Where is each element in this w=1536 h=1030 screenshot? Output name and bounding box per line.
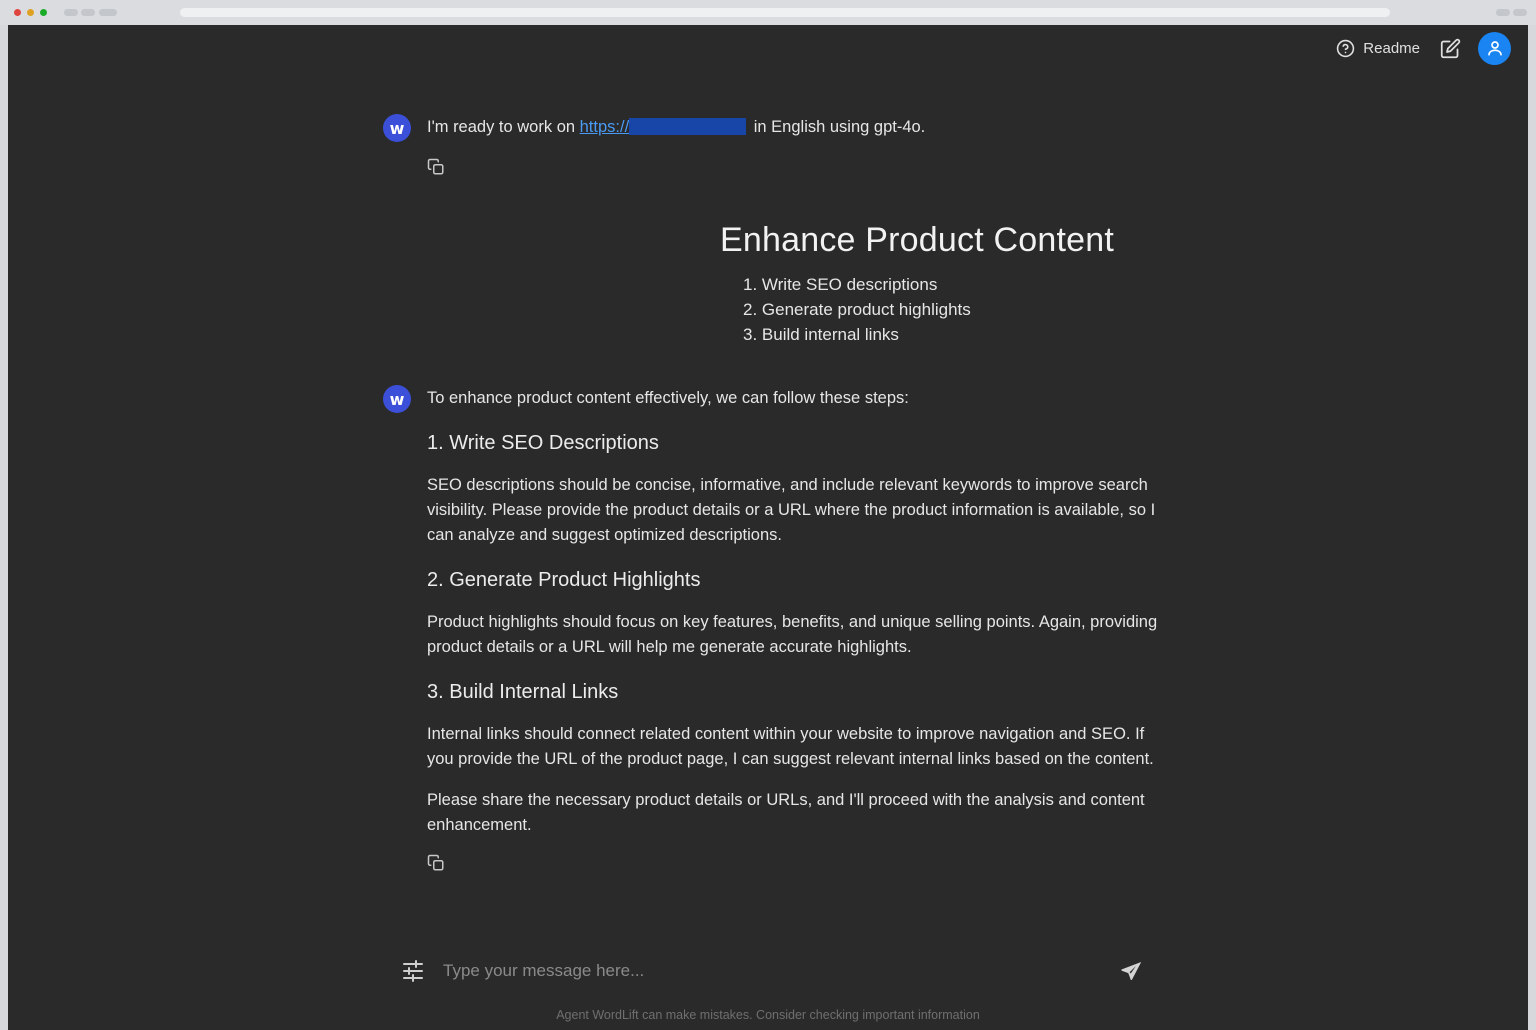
close-window-dot[interactable] <box>14 9 21 16</box>
readme-button[interactable] <box>1336 39 1420 58</box>
send-icon[interactable] <box>1119 959 1143 983</box>
section-heading: 3. Build Internal Links <box>427 681 619 703</box>
section-heading: 2. Generate Product Highlights <box>427 569 701 591</box>
nav-forward-placeholder <box>81 9 95 16</box>
top-bar <box>1336 33 1511 63</box>
website-link[interactable]: https:// <box>579 118 630 136</box>
message-text <box>427 114 1163 184</box>
disclaimer-text: Agent WordLift can make mistakes. Consider checking important information <box>556 1008 980 1022</box>
chrome-control-placeholder <box>1513 9 1527 16</box>
greeting-prefix: I'm ready to work on <box>427 118 580 136</box>
user-account-button[interactable] <box>1478 32 1511 65</box>
redacted-url-block <box>629 118 746 135</box>
chrome-control-placeholder <box>1496 9 1510 16</box>
greeting-suffix: in English using gpt-4o. <box>749 118 926 136</box>
section-body: Product highlights should focus on key features, benefits, and unique selling points. Again, providing product details or a URL will help me generate accurate highlights. <box>427 613 1158 656</box>
prompt-list <box>743 272 971 347</box>
section-heading: 1. Write SEO Descriptions <box>427 432 659 454</box>
section-body: Internal links should connect related content within your website to improve navigation and SEO. If you provide the URL of the product page, I can suggest relevant internal links based on the content. <box>427 725 1154 768</box>
section-body: SEO descriptions should be concise, informative, and include relevant keywords to improve search visibility. Please provide the product details or a URL where the product information is available, so I can analyze and suggest optimized descriptions. <box>427 476 1156 544</box>
assistant-message-greeting <box>383 114 1163 184</box>
copy-icon[interactable] <box>427 854 445 872</box>
assistant-message-response <box>383 385 1163 880</box>
message-composer <box>398 953 1148 989</box>
copy-icon[interactable] <box>427 158 445 176</box>
prompt-title: Enhance Product Content <box>720 221 1114 259</box>
prompt-list-item: 3. Build internal links <box>743 325 899 344</box>
assistant-avatar: w <box>383 114 411 142</box>
message-input[interactable] <box>443 961 1119 981</box>
maximize-window-dot[interactable] <box>40 9 47 16</box>
minimize-window-dot[interactable] <box>27 9 34 16</box>
new-chat-button[interactable] <box>1438 36 1462 60</box>
response-intro: To enhance product content effectively, we can follow these steps: <box>427 389 909 407</box>
address-bar[interactable] <box>180 8 1390 17</box>
app-window <box>8 25 1528 1030</box>
nav-back-placeholder <box>64 9 78 16</box>
browser-chrome <box>0 0 1536 25</box>
nav-extra-placeholder <box>99 9 117 16</box>
response-closing: Please share the necessary product details or URLs, and I'll proceed with the analysis and content enhancement. <box>427 791 1145 834</box>
message-text <box>427 385 1163 880</box>
assistant-avatar: w <box>383 385 411 413</box>
readme-label: Readme <box>1363 39 1420 57</box>
prompt-list-item: 1. Write SEO descriptions <box>743 275 938 294</box>
prompt-list-item: 2. Generate product highlights <box>743 300 971 319</box>
edit-icon <box>1440 38 1461 59</box>
sliders-icon[interactable] <box>401 959 425 983</box>
user-icon <box>1486 39 1504 57</box>
question-circle-icon <box>1336 39 1355 58</box>
